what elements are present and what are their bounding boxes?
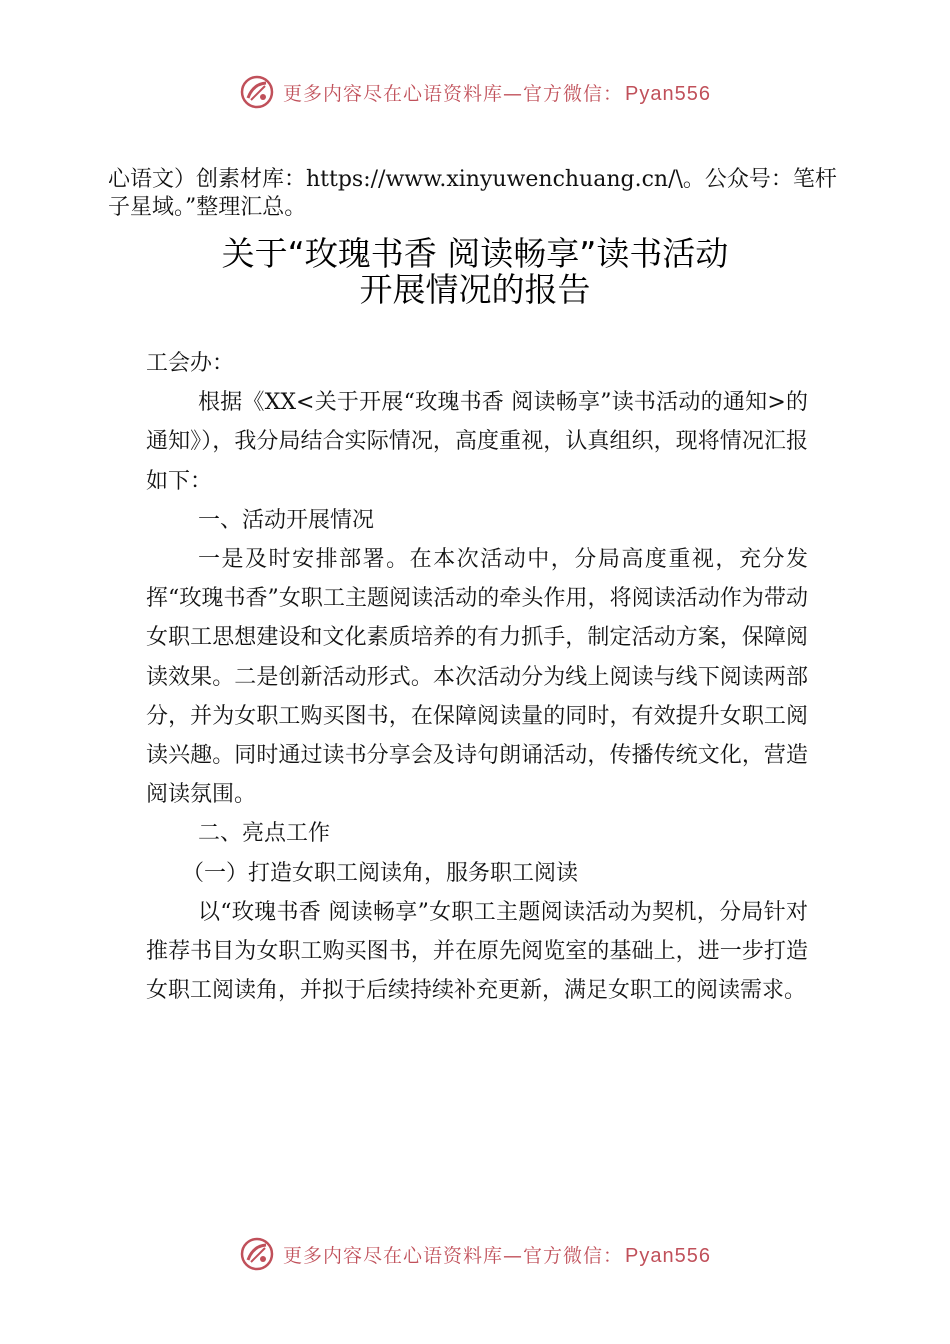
paragraph-1: 根据《XX<关于开展“玫瑰书香 阅读畅享”读书活动的通知>的通知》），我分局结合实际情况，高度重视，认真组织，现将情况汇报如下：	[146, 390, 808, 494]
xinyu-logo-icon	[239, 74, 275, 110]
wechat-id: Pyan556	[625, 82, 711, 105]
footer-banner	[0, 1232, 950, 1276]
xinyu-logo-icon	[239, 1236, 275, 1272]
document-title	[100, 236, 850, 308]
section-heading-1: 一、活动开展情况	[198, 507, 375, 533]
wechat-id: Pyan556	[625, 1244, 711, 1267]
salutation: 工会办：	[146, 351, 235, 376]
paragraph-2: 一是及时安排部署。在本次活动中，分局高度重视，充分发挥“玫瑰书香”女职工主题阅读活动的牵头作用，将阅读活动作为带动女职工思想建设和文化素质培养的有力抓手，制定活动方案，保障阅读效果。二是创新活动形式。本次活动分为线上阅读与线下阅读两部分，并为女职工购买图书，在保障阅读量的同时，有效提升女职工阅读兴趣。同时通过读书分享会及诗句朗诵活动，传播传统文化，营造阅读氛围。	[146, 547, 808, 808]
subsection-heading-1: （一）打造女职工阅读角，服务职工阅读	[182, 860, 579, 886]
banner-text: 更多内容尽在心语资料库—官方微信： Pyan556	[283, 1244, 711, 1267]
intro-text: 心语文）创素材库：https://www.xinyuwenchuang.cn/\。公众号：笔杆子星域。”整理汇总。	[108, 167, 837, 220]
header-banner	[0, 70, 950, 114]
document-body	[146, 344, 808, 1010]
paragraph-3: 以“玫瑰书香 阅读畅享”女职工主题阅读活动为契机，分局针对推荐书目为女职工购买图书，并在原先阅览室的基础上，进一步打造女职工阅读角，并拟于后续持续补充更新，满足女职工的阅读需求。	[146, 899, 808, 1004]
banner-text: 更多内容尽在心语资料库—官方微信： Pyan556	[283, 82, 711, 105]
title-line-1: 关于“玫瑰书香 阅读畅享”读书活动	[221, 234, 729, 273]
section-heading-2: 二、亮点工作	[198, 821, 331, 847]
title-line-2: 开展情况的报告	[359, 270, 591, 309]
